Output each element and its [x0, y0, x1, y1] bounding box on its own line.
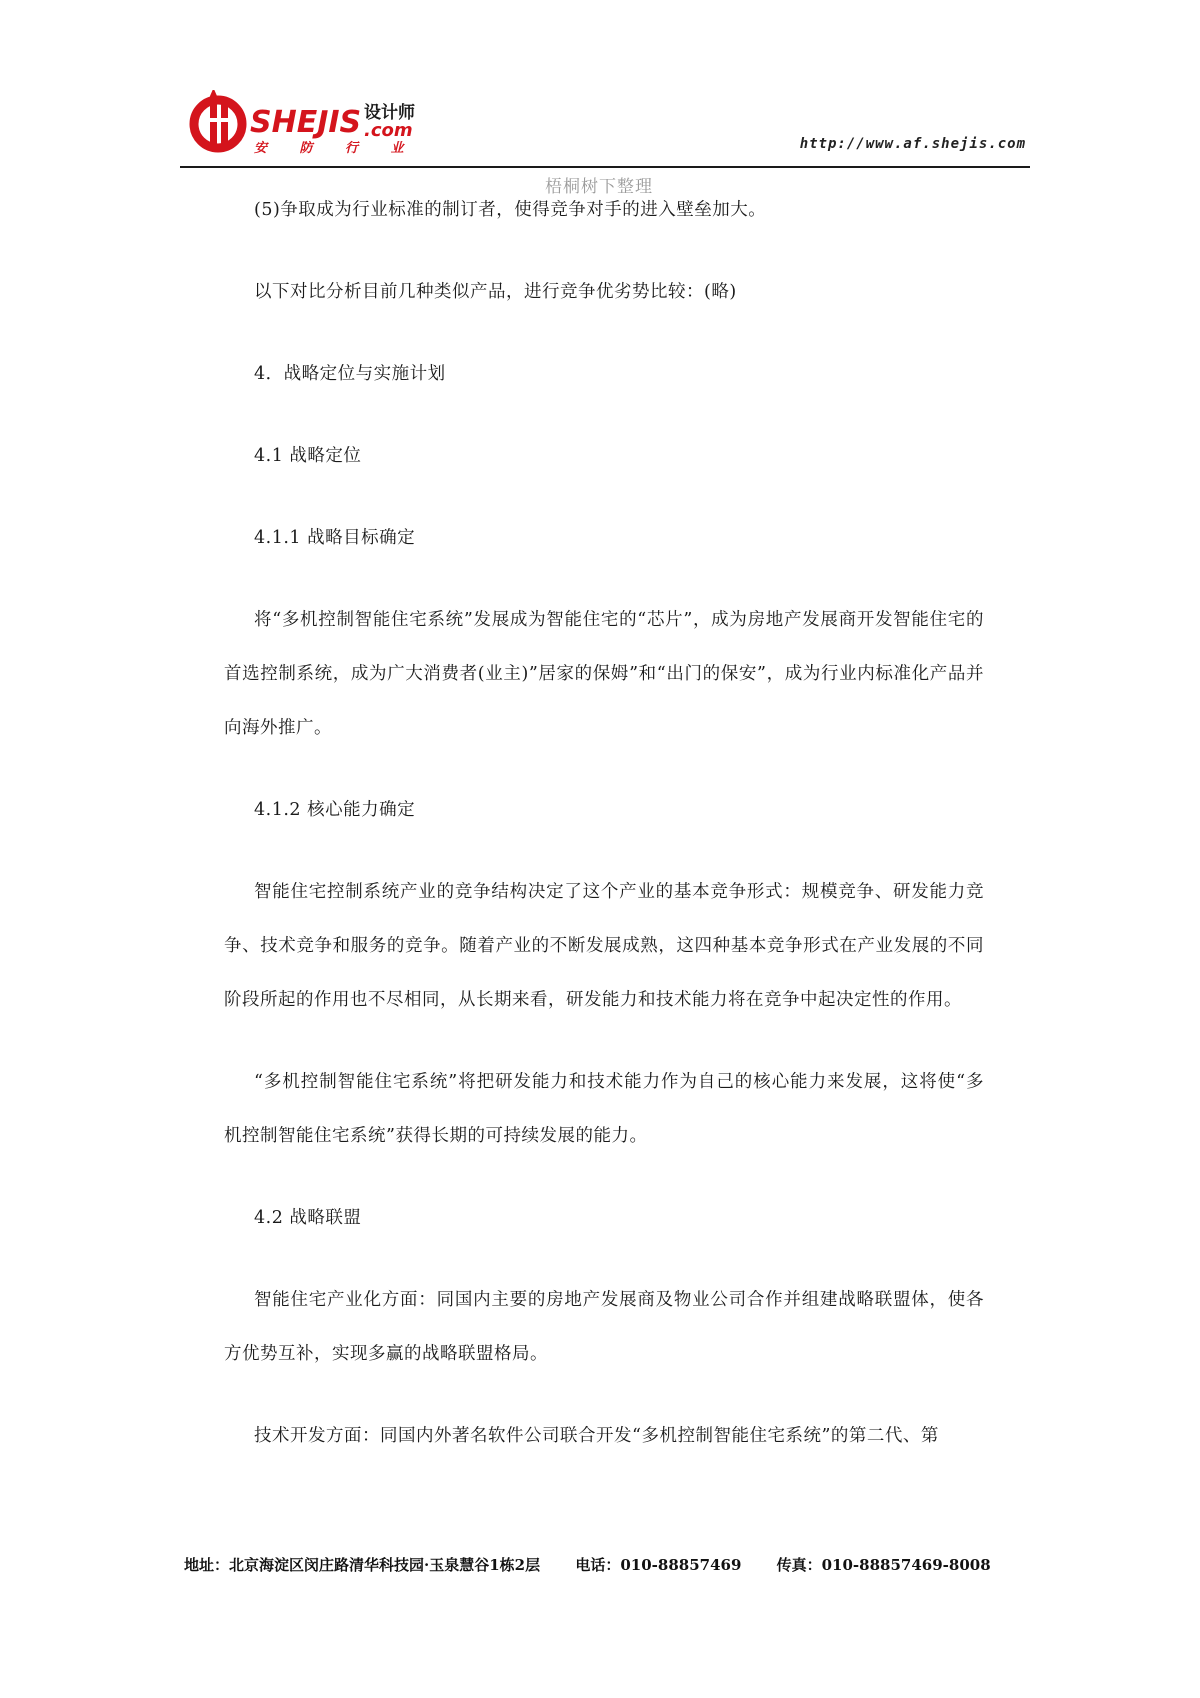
paragraph: 将“多机控制智能住宅系统”发展成为智能住宅的“芯片”，成为房地产发展商开发智能住宅的首选控制系统，成为广大消费者(业主)”居家的保姆”和“出门的保安”，成为行业内标准化产品并向海外推广。 [224, 610, 984, 738]
paragraph: (5)争取成为行业标准的制订者，使得竞争对手的进入壁垒加大。 [254, 200, 767, 220]
shejis-logo [188, 90, 438, 156]
footer-fax: 传真：010-88857469-8008 [776, 1556, 991, 1574]
section-heading: 4.1.1 战略目标确定 [254, 528, 416, 548]
footer-address: 地址：北京海淀区闵庄路清华科技园·玉泉慧谷1栋2层 [184, 1556, 541, 1574]
logo-domain-text: .com [364, 120, 413, 141]
paragraph: 智能住宅控制系统产业的竞争结构决定了这个产业的基本竞争形式：规模竞争、研发能力竞争、技术竞争和服务的竞争。随着产业的不断发展成熟，这四种基本竞争形式在产业发展的不同阶段所起的作用也不尽相同，从长期来看，研发能力和技术能力将在竞争中起决定性的作用。 [224, 882, 984, 1010]
paragraph: 技术开发方面：同国内外著名软件公司联合开发“多机控制智能住宅系统”的第二代、第 [254, 1426, 939, 1446]
logo-cn-text: 设计师 [364, 103, 415, 123]
section-heading: 4.2 战略联盟 [254, 1208, 362, 1228]
logo-emblem-icon [194, 90, 242, 148]
footer-phone: 电话：010-88857469 [575, 1556, 742, 1574]
page-header [180, 86, 1030, 168]
paragraph: 以下对比分析目前几种类似产品，进行竞争优劣势比较：(略) [254, 282, 737, 302]
watermark-text: 梧桐树下整理 [545, 177, 653, 197]
paragraph: “多机控制智能住宅系统”将把研发能力和技术能力作为自己的核心能力来发展，这将使“多机控制智能住宅系统”获得长期的可持续发展的能力。 [224, 1072, 984, 1146]
section-heading: 4.1.2 核心能力确定 [254, 800, 416, 820]
section-heading: 4．战略定位与实施计划 [254, 364, 446, 384]
logo-brand-text: SHEJIS [250, 105, 362, 140]
section-heading: 4.1 战略定位 [254, 446, 362, 466]
logo-subtitle-text: 安 防 行 业 [254, 141, 418, 156]
paragraph: 智能住宅产业化方面：同国内主要的房地产发展商及物业公司合作并组建战略联盟体，使各方优势互补，实现多赢的战略联盟格局。 [224, 1290, 984, 1364]
header-divider [180, 166, 1030, 168]
document-body [224, 183, 984, 1463]
page-footer [184, 1554, 1024, 1575]
site-url: http://www.af.shejis.com [799, 136, 1026, 152]
